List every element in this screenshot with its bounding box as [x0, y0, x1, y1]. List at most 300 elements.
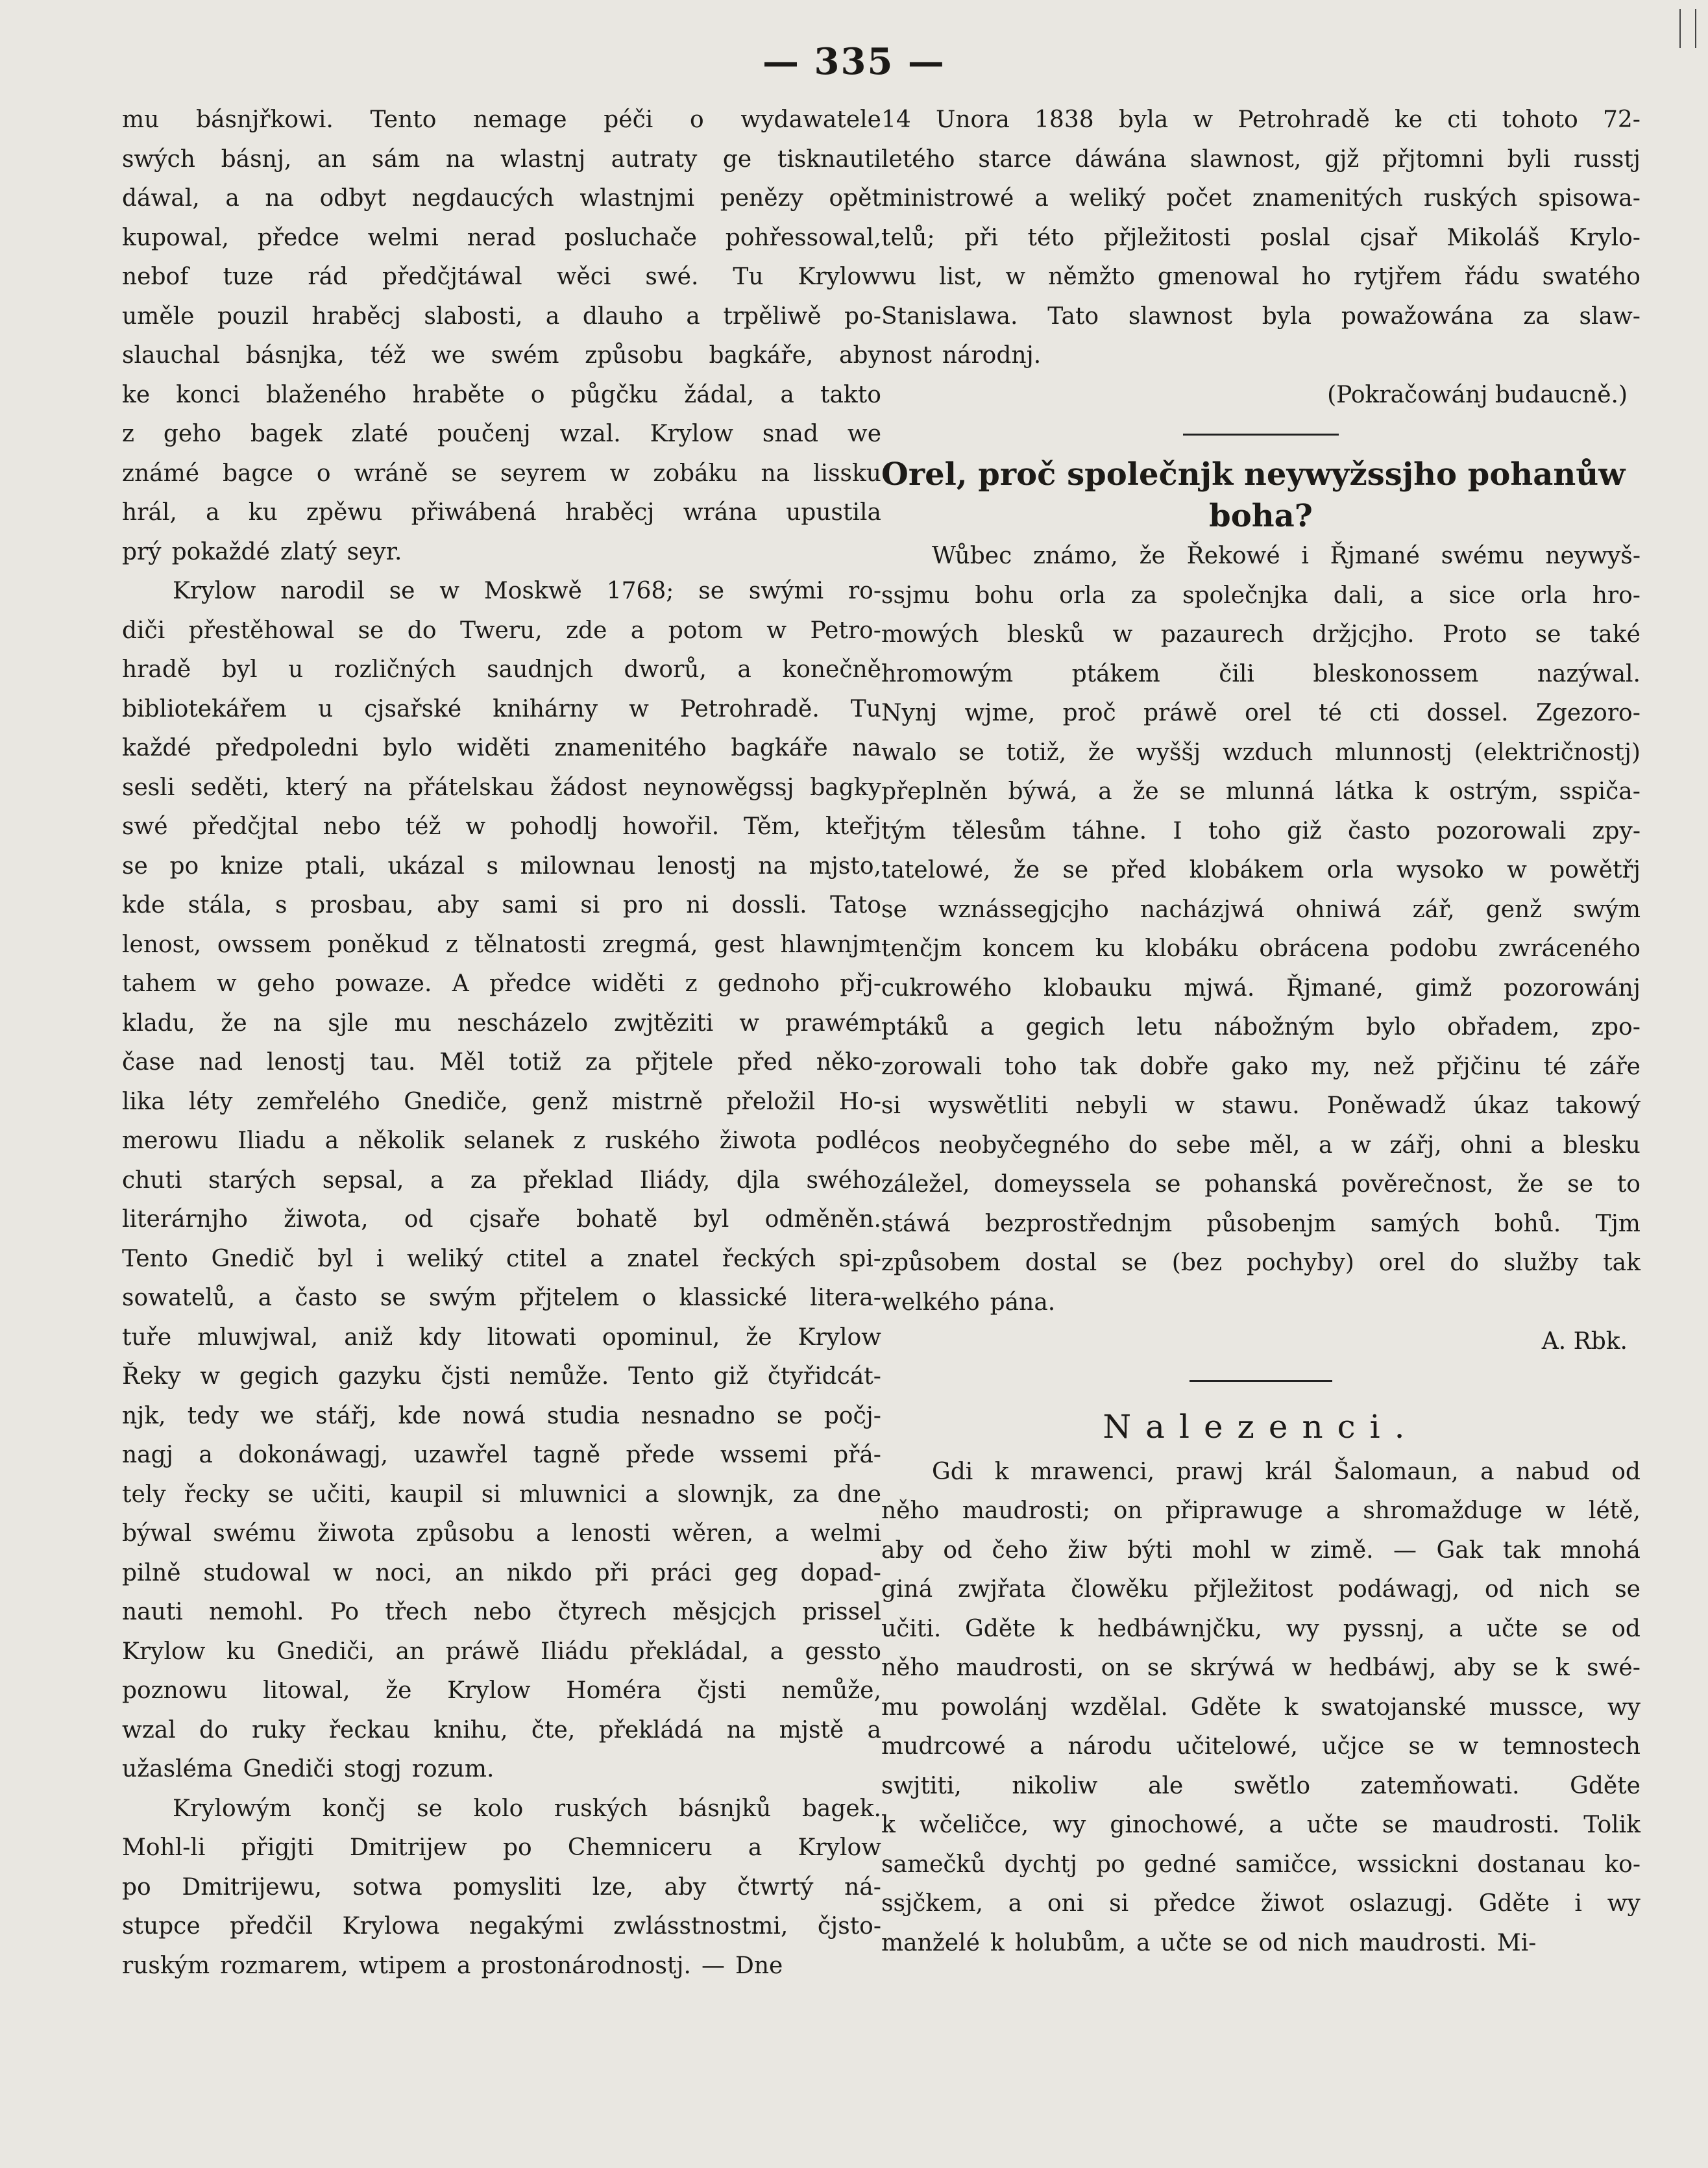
word: w	[1193, 106, 1214, 133]
word: ptákem	[1071, 660, 1160, 687]
word: swým	[1573, 896, 1641, 923]
word: se	[122, 852, 148, 880]
word: chuti	[122, 1166, 182, 1194]
word: prawém	[785, 1009, 881, 1037]
word: Ho-	[838, 1088, 881, 1115]
text-line	[881, 1688, 1641, 1728]
word: nábožným	[1214, 1014, 1335, 1041]
word: gednoho	[717, 970, 820, 997]
word: gest	[714, 931, 764, 958]
word: záležel,	[881, 1171, 970, 1198]
word: wzdělal.	[1070, 1694, 1168, 1721]
word: podáwagj,	[1338, 1576, 1460, 1603]
word: byl	[221, 656, 258, 683]
word: slaw-	[1579, 302, 1641, 330]
word: že	[221, 1009, 247, 1037]
word: ruky	[252, 1716, 306, 1743]
word: cjsař	[1360, 224, 1417, 251]
word: býwá,	[1008, 778, 1078, 805]
text-line	[122, 454, 881, 494]
word: powolánj	[941, 1694, 1048, 1721]
word: swé-	[1587, 1655, 1641, 1681]
word: s	[274, 892, 287, 918]
word: wjme,	[964, 700, 1036, 726]
word: způsobu	[416, 1520, 515, 1547]
word: překládal,	[629, 1638, 750, 1665]
word: merowu	[122, 1127, 219, 1154]
word: Mikoláš	[1446, 224, 1540, 251]
word: látka	[1335, 778, 1394, 805]
word: Poněwadž	[1326, 1092, 1446, 1119]
word: tenčjm	[881, 935, 962, 962]
word: wysoko	[1396, 857, 1484, 883]
word: Řjmané,	[1286, 974, 1384, 1002]
word: ni	[686, 892, 709, 918]
word: lissku	[812, 460, 881, 487]
word: stogj	[344, 1756, 402, 1782]
word: člowěku	[1071, 1576, 1169, 1603]
word: z	[122, 421, 134, 447]
word: a	[1136, 1929, 1151, 1956]
word: učjce	[1322, 1733, 1385, 1760]
word: pána.	[990, 1288, 1056, 1316]
word: Po	[330, 1599, 360, 1625]
word: měsjcjch	[672, 1599, 777, 1625]
word: přeplněn	[881, 778, 988, 805]
word: žiw	[1068, 1536, 1108, 1564]
word: ge	[722, 145, 752, 173]
word: přátelskau	[408, 774, 535, 801]
word: mjwá.	[1184, 974, 1255, 1002]
word: společnjka	[1182, 582, 1308, 609]
word: nich	[1539, 1576, 1590, 1603]
word: zlatý	[280, 538, 337, 565]
word: rozum.	[411, 1756, 494, 1782]
word: hlawnjm	[780, 931, 881, 958]
word: od	[1484, 1576, 1514, 1603]
word: té	[1319, 700, 1342, 726]
word: literárnjho	[122, 1206, 248, 1233]
word: a	[324, 1127, 339, 1154]
word: blaženého	[265, 381, 387, 408]
word: po	[503, 1834, 532, 1861]
word: letu	[1136, 1014, 1182, 1041]
word: tagně	[533, 1442, 600, 1468]
word: přigjti	[241, 1834, 314, 1861]
word: —	[1393, 1536, 1417, 1564]
word: nemůže.	[509, 1363, 609, 1390]
word: zpy-	[1592, 817, 1641, 844]
word: přiwábená	[411, 499, 537, 526]
word: sjle	[328, 1009, 369, 1037]
word: bezprostřednjm	[984, 1210, 1173, 1237]
word: klobauku	[1043, 974, 1153, 1002]
word: w	[332, 1559, 353, 1586]
word: a	[590, 1245, 604, 1272]
word: z	[685, 970, 698, 997]
word: nabud	[1515, 1458, 1590, 1485]
word: ná-	[844, 1873, 881, 1901]
word: njk,	[122, 1402, 166, 1429]
text-line	[122, 1947, 881, 1986]
word: wzal.	[559, 421, 621, 447]
word: a	[258, 1285, 273, 1311]
text-line	[881, 1610, 1641, 1649]
word: cjsaře	[469, 1206, 541, 1233]
word: se	[776, 1402, 803, 1429]
word: we	[260, 1402, 295, 1429]
text-line	[122, 140, 881, 180]
text-line	[881, 179, 1641, 219]
word: Dmitrijew	[349, 1834, 467, 1861]
word: a	[867, 1716, 881, 1743]
word: ukázal	[387, 852, 465, 880]
word: neobyčegného	[938, 1131, 1110, 1159]
word: něho	[881, 1497, 940, 1524]
word: Krylo-	[1569, 224, 1641, 251]
word: mnohá	[1560, 1536, 1641, 1564]
word: odměněn.	[764, 1206, 881, 1233]
word: nebyli	[1075, 1092, 1148, 1119]
word: Krylowým	[173, 1795, 291, 1822]
text-line	[881, 1087, 1641, 1126]
word: tak	[1079, 1053, 1117, 1080]
word: kaupil	[390, 1481, 463, 1508]
word: knize	[220, 852, 284, 880]
text-line	[122, 1083, 881, 1122]
word: od	[1611, 1458, 1641, 1485]
word: kupowal,	[122, 224, 229, 251]
word: ssjčkem,	[881, 1890, 983, 1917]
word: aby	[436, 892, 479, 918]
word: národnj.	[942, 342, 1042, 369]
word: přestěhowal	[188, 617, 335, 644]
word: tým	[881, 817, 926, 844]
continuation-note	[881, 376, 1641, 415]
word: čtyrech	[557, 1599, 647, 1625]
text-line	[881, 297, 1641, 337]
word: a	[1448, 1615, 1463, 1642]
word: odbyt	[319, 185, 387, 212]
word: Gnediče,	[404, 1088, 508, 1115]
word: dokonáwagj,	[238, 1442, 389, 1468]
word: genž	[531, 1088, 589, 1115]
word: za	[470, 1166, 497, 1194]
word: se	[1179, 778, 1206, 805]
word: se	[380, 1285, 406, 1311]
word: učte	[1160, 1929, 1212, 1956]
word: Řjmané	[1330, 543, 1420, 569]
word: nemůže,	[781, 1677, 881, 1704]
text-line	[881, 969, 1641, 1009]
word: hromowým	[881, 660, 1014, 687]
word: že	[746, 1324, 772, 1351]
word: zorowali	[881, 1053, 982, 1080]
word: prissel	[802, 1599, 881, 1625]
word: nemage	[473, 106, 567, 133]
word: mu	[122, 106, 160, 133]
word: stupce	[122, 1913, 201, 1940]
page-number: — 335 —	[762, 40, 946, 83]
word: ku	[248, 499, 278, 526]
word: w	[1351, 1131, 1371, 1159]
word: o	[530, 381, 545, 408]
text-line	[122, 1475, 881, 1515]
word: ohni	[1460, 1131, 1512, 1159]
text-line	[881, 576, 1641, 616]
word: předpoledni	[215, 735, 359, 761]
word: w	[1458, 1733, 1479, 1760]
word: Tento	[370, 106, 437, 133]
word: lenostj	[657, 852, 737, 880]
word: Gnediči	[243, 1756, 334, 1782]
word: Gděte	[1190, 1694, 1262, 1721]
article-title-line2: boha?	[1209, 498, 1313, 534]
word: samečků	[881, 1851, 986, 1878]
word: ko-	[1604, 1851, 1641, 1878]
text-line	[122, 926, 881, 965]
word: Tato	[830, 892, 881, 918]
text-line	[122, 611, 881, 651]
word: an	[455, 1559, 484, 1586]
word: koncem	[982, 935, 1075, 962]
word: mluwnici	[518, 1481, 627, 1508]
word: zpěwu	[306, 499, 383, 526]
word: tedy	[187, 1402, 239, 1429]
article-divider-bottom	[881, 1362, 1641, 1401]
word: zwlásstnostmi,	[613, 1913, 788, 1940]
word: že	[1088, 739, 1115, 766]
word: orla	[1059, 582, 1106, 609]
word: Krylowa	[342, 1913, 440, 1940]
word: nowá	[462, 1402, 526, 1429]
word: o	[642, 1285, 657, 1311]
word: dlauho	[582, 302, 663, 330]
word: gako	[1231, 1053, 1289, 1080]
word: 14	[881, 106, 911, 133]
word: podlé	[816, 1127, 881, 1154]
word: při	[594, 1559, 629, 1586]
word: že	[385, 1677, 412, 1704]
word: zlaté	[351, 421, 409, 447]
word: za	[792, 1481, 820, 1508]
word: wtipem	[358, 1952, 446, 1979]
word: pomysliti	[453, 1873, 561, 1901]
word: mistrně	[611, 1088, 703, 1115]
text-line	[881, 1924, 1641, 1964]
word: slownjk,	[677, 1481, 775, 1508]
word: sami	[502, 892, 557, 918]
text-line	[122, 650, 881, 690]
word: Řeky	[122, 1363, 181, 1390]
word: Moskwě	[483, 578, 582, 604]
word: Petrohradě	[1238, 106, 1370, 133]
word: Tento	[122, 1245, 188, 1272]
word: Petrohradě.	[679, 695, 820, 722]
word: w	[629, 695, 649, 722]
word: že	[1139, 543, 1165, 569]
word: se	[698, 578, 725, 604]
text-line	[122, 1240, 881, 1279]
word: milownau	[520, 852, 636, 880]
word: nebof	[122, 264, 189, 290]
word: přj-	[840, 970, 881, 997]
word: hedbáwnjčku,	[1097, 1615, 1263, 1642]
word: způsobem	[881, 1250, 1001, 1276]
text-line	[881, 537, 1641, 576]
word: wy	[1607, 1890, 1641, 1917]
text-line	[122, 1004, 881, 1044]
word: se	[1512, 1655, 1539, 1681]
word: dobře	[1140, 1053, 1209, 1080]
left-column	[122, 101, 881, 1986]
word: mohl	[1191, 1536, 1251, 1564]
word: práci	[651, 1559, 712, 1586]
text-line	[881, 219, 1641, 258]
text-line	[122, 376, 881, 415]
right-column	[881, 101, 1641, 1963]
word: aby	[881, 1536, 923, 1564]
word: básnj,	[221, 145, 292, 173]
word: pokaždé	[171, 538, 270, 565]
word: holubům,	[1014, 1929, 1127, 1956]
word: tisknauti	[777, 145, 881, 173]
word: gegich	[1025, 1014, 1105, 1041]
text-line	[881, 140, 1641, 180]
word: proč	[1062, 700, 1116, 726]
word: w	[1507, 857, 1527, 883]
word: se	[1382, 1812, 1408, 1838]
word: též	[370, 342, 406, 369]
word: tak	[1503, 1536, 1541, 1564]
word: obřadem,	[1447, 1014, 1560, 1041]
word: držjcjho.	[1312, 621, 1415, 648]
word: žiwota	[719, 1127, 797, 1154]
word: básnjřkowi.	[196, 106, 334, 133]
word: a	[1480, 1458, 1494, 1485]
word: řeckau	[328, 1716, 411, 1743]
word: w	[739, 1009, 760, 1037]
word: k	[1555, 1655, 1570, 1681]
word: wyššj	[1136, 739, 1201, 766]
word: péči	[604, 106, 653, 133]
word: Tolik	[1583, 1812, 1641, 1838]
text-line	[881, 891, 1641, 930]
word: toho	[1208, 817, 1261, 844]
word: do	[199, 1716, 228, 1743]
word: do	[1450, 1250, 1479, 1276]
word: zemřelého	[256, 1088, 380, 1115]
word: žádal,	[684, 381, 755, 408]
word: předčil	[230, 1913, 313, 1940]
word: Wůbec	[932, 543, 1012, 569]
word: wlastnj	[500, 145, 586, 173]
word: wěren,	[672, 1520, 754, 1547]
word: swé.	[645, 264, 699, 290]
word: letého	[881, 145, 955, 173]
word: nad	[199, 1049, 243, 1076]
word: stála,	[188, 892, 252, 918]
word: a	[430, 1166, 445, 1194]
word: a	[780, 381, 794, 408]
word: často	[1348, 817, 1411, 844]
text-line	[122, 1161, 881, 1201]
word: přjtele	[635, 1049, 714, 1076]
word: slauchal	[122, 342, 220, 369]
word: při	[964, 224, 998, 251]
text-line	[122, 847, 881, 887]
word: učte	[1306, 1812, 1358, 1838]
word: básnjků	[678, 1795, 772, 1822]
word: Gnedič	[211, 1245, 295, 1272]
word: neynowěgssj	[642, 774, 794, 801]
text-line	[881, 1531, 1641, 1571]
word: opět	[829, 185, 881, 212]
word: swjtiti,	[881, 1772, 962, 1799]
text-line	[122, 1554, 881, 1594]
word: penězy	[720, 185, 803, 212]
word: že	[1132, 778, 1159, 805]
word: dossli.	[731, 892, 807, 918]
word: pazaurech	[1160, 621, 1284, 648]
word: přá-	[833, 1442, 881, 1468]
word: an	[317, 145, 347, 173]
word: Gděte	[965, 1615, 1036, 1642]
text-line	[881, 336, 1641, 376]
word: působenjm	[1206, 1210, 1336, 1237]
word: slawnost	[1128, 302, 1232, 330]
word: k	[990, 1929, 1005, 1956]
word: Tweru,	[459, 617, 543, 644]
word: poněkud	[327, 931, 430, 958]
word: tatelowé,	[881, 857, 991, 883]
word: mjsto,	[809, 852, 881, 880]
word: na	[852, 735, 881, 761]
word: takowý	[1556, 1092, 1641, 1119]
word: 72-	[1602, 106, 1641, 133]
word: že	[1517, 1171, 1544, 1198]
word: bagkáře,	[709, 342, 814, 369]
continuation-text: (Pokračowánj budaucně.)	[1327, 381, 1628, 408]
word: potom	[668, 617, 743, 644]
word: wydawatele	[740, 106, 881, 133]
word: samičce,	[1235, 1851, 1339, 1878]
word: ostrým,	[1449, 778, 1539, 805]
word: sám	[372, 145, 421, 173]
text-line	[122, 1593, 881, 1632]
word: Dmitrijewu,	[182, 1873, 322, 1901]
word: Iliádu	[541, 1638, 609, 1665]
word: uměle	[122, 302, 195, 330]
word: wyswětliti	[927, 1092, 1049, 1119]
word: národu	[1068, 1733, 1153, 1760]
text-line	[122, 415, 881, 454]
word: upustila	[786, 499, 881, 526]
word: lenosti	[571, 1520, 651, 1547]
word: aby	[1453, 1655, 1496, 1681]
word: on	[1101, 1655, 1130, 1681]
word: giž	[713, 1363, 749, 1390]
word: giž	[1287, 817, 1322, 844]
word: oni	[1047, 1890, 1084, 1917]
word: lze,	[592, 1873, 633, 1901]
word: předce	[257, 224, 339, 251]
word: Šalomaun,	[1333, 1458, 1459, 1485]
word: žiwota	[317, 1520, 395, 1547]
word: než	[1372, 1053, 1415, 1080]
word: hraběcj	[311, 302, 401, 330]
word: pyssnj,	[1343, 1615, 1425, 1642]
